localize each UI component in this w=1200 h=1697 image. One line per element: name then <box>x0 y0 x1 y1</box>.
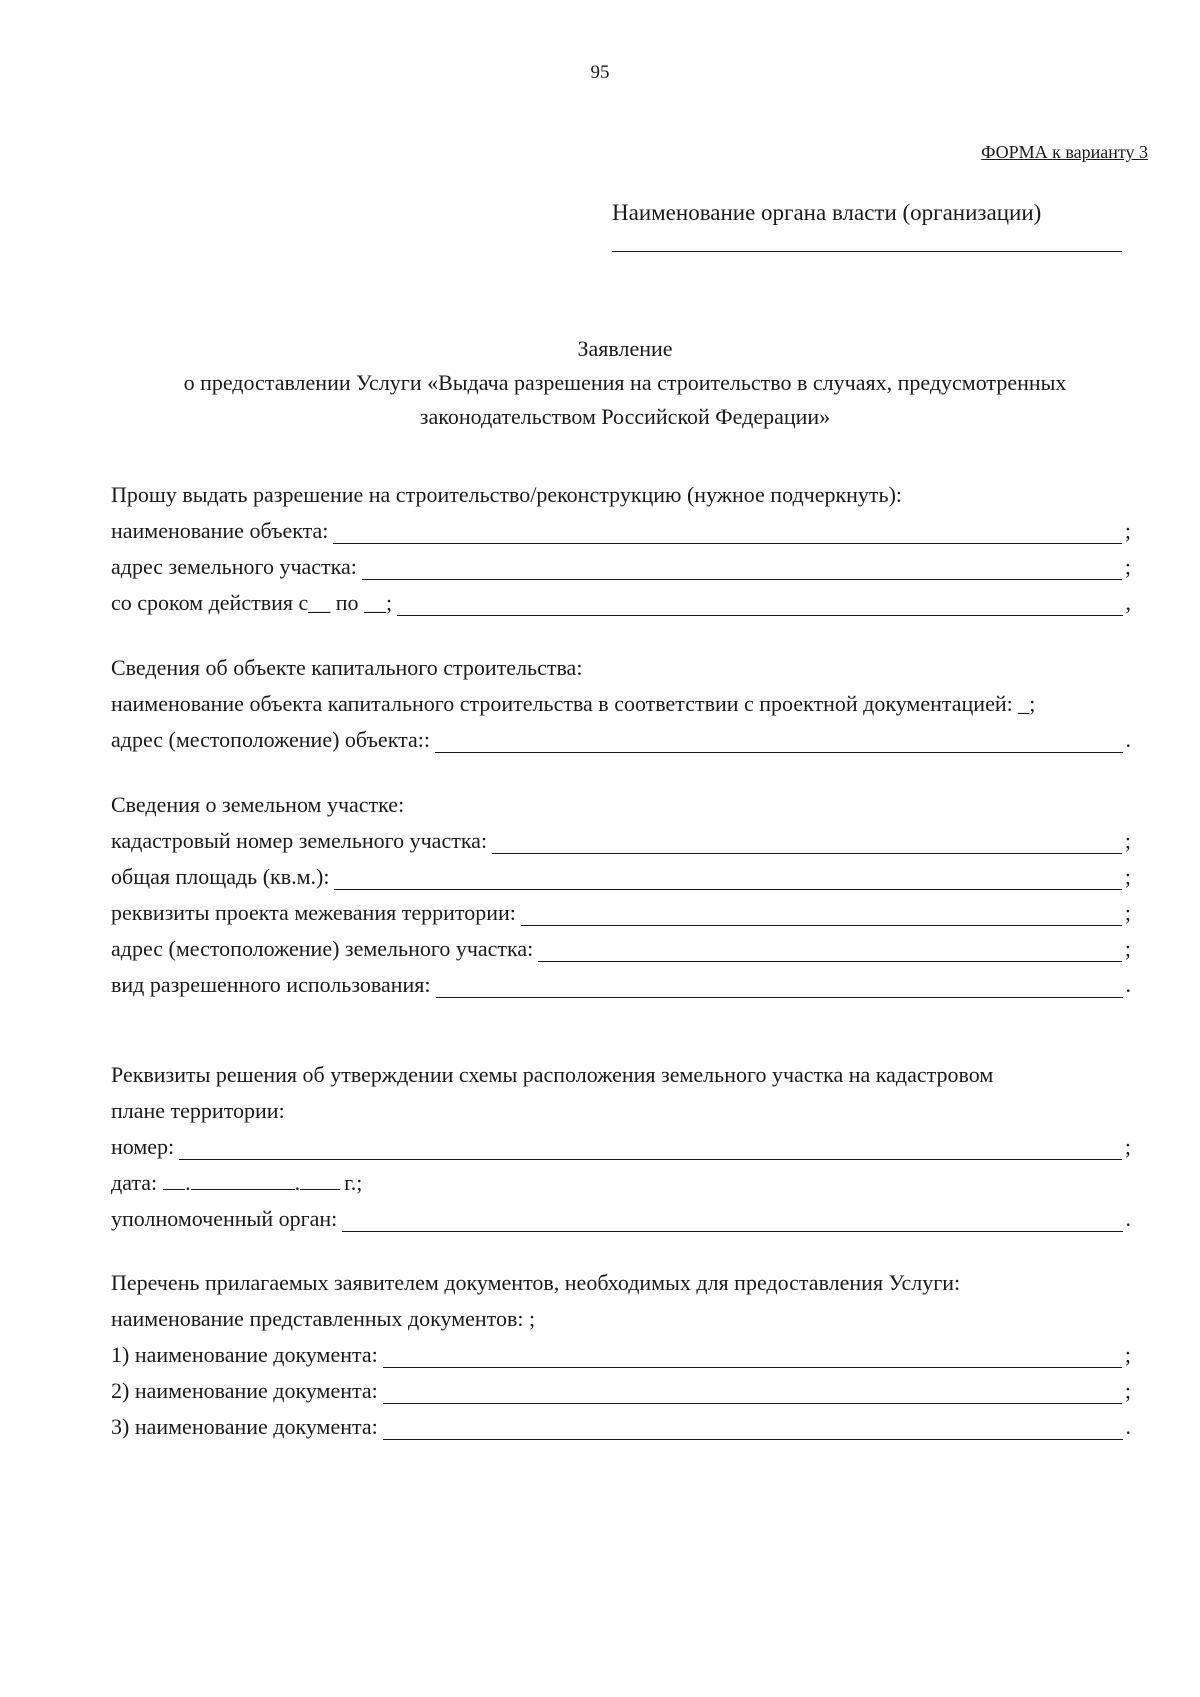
survey-project-label: реквизиты проекта межевания территории: <box>111 900 516 925</box>
title-line-2: о предоставлении Услуги «Выдача разрешения на строительство в случаях, предусмотренных <box>183 370 1067 395</box>
scheme-decision-section: Реквизиты решения об утверждении схемы расположения земельного участка на кадастровом плане территории: номер: ; дата: . . г.; уполномоченный орган: . <box>111 1062 1131 1231</box>
application-title <box>60 332 1190 434</box>
land-plot-address-label: адрес (местоположение) земельного участка: <box>111 936 534 961</box>
document-1-field[interactable] <box>383 1366 1122 1368</box>
validity-label: со сроком действия с__ по __; <box>111 590 393 615</box>
scheme-heading-line-2: плане территории: <box>111 1098 285 1123</box>
document-3-field[interactable] <box>383 1438 1123 1440</box>
capital-object-heading: Сведения об объекте капитального строительства: <box>111 655 583 680</box>
capital-object-name-line: наименование объекта капитального строительства в соответствии с проектной документацией: _; <box>111 691 1036 716</box>
authority-name-label: Наименование органа власти (организации) <box>612 200 1042 225</box>
land-plot-section: Сведения о земельном участке: кадастровый номер земельного участка: ; общая площадь (кв.м.): ; реквизиты проекта межевания территории: ; адрес (местоположение) земельного участка: ; вид разрешенного использования: . <box>111 792 1131 997</box>
cadastral-number-label: кадастровый номер земельного участка: <box>111 828 488 853</box>
decision-number-label: номер: <box>111 1134 175 1159</box>
documents-section: Перечень прилагаемых заявителем документов, необходимых для предоставления Услуги: наименование представленных документов: ; 1) наименование документа: ; 2) наименование документа: ; 3) наименование документа: . <box>111 1270 1131 1439</box>
decision-number-field[interactable] <box>179 1158 1122 1160</box>
total-area-field[interactable] <box>334 888 1121 890</box>
decision-date-month-field[interactable] <box>191 1188 295 1190</box>
land-plot-address-field[interactable] <box>538 960 1122 962</box>
object-name-label: наименование объекта: <box>111 518 329 543</box>
decision-date-year-field[interactable] <box>300 1188 340 1190</box>
documents-heading: Перечень прилагаемых заявителем документов, необходимых для предоставления Услуги: <box>111 1270 961 1295</box>
authorized-body-label: уполномоченный орган: <box>111 1206 338 1231</box>
total-area-label: общая площадь (кв.м.): <box>111 864 330 889</box>
authorized-body-field[interactable] <box>342 1230 1122 1232</box>
document-2-field[interactable] <box>383 1402 1122 1404</box>
title-line-3: законодательством Российской Федерации» <box>419 404 831 429</box>
form-variant-label: ФОРМА к варианту 3 <box>981 142 1148 162</box>
authority-name-field[interactable] <box>612 251 1122 252</box>
request-intro: Прошу выдать разрешение на строительство/реконструкцию (нужное подчеркнуть): <box>111 482 903 507</box>
decision-date-row: дата: . . г.; <box>111 1170 363 1195</box>
title-line-1: Заявление <box>577 336 673 361</box>
decision-date-day-field[interactable] <box>163 1188 185 1190</box>
object-name-field[interactable] <box>333 542 1121 544</box>
page-number: 95 <box>590 62 610 83</box>
provided-documents-line: наименование представленных документов: ; <box>111 1306 536 1331</box>
survey-project-field[interactable] <box>521 924 1122 926</box>
document-3-label: 3) наименование документа: <box>111 1414 378 1439</box>
document-2-label: 2) наименование документа: <box>111 1378 378 1403</box>
validity-field[interactable] <box>397 614 1122 616</box>
object-address-field[interactable] <box>435 751 1123 753</box>
decision-date-label: дата: <box>111 1170 158 1195</box>
permitted-use-label: вид разрешенного использования: <box>111 972 431 997</box>
request-section: Прошу выдать разрешение на строительство/реконструкцию (нужное подчеркнуть): наименование объекта: ; адрес земельного участка: ; со сроком действия с__ по __; , <box>111 482 1131 615</box>
land-address-field[interactable] <box>362 578 1122 580</box>
land-plot-heading: Сведения о земельном участке: <box>111 792 405 817</box>
land-address-label: адрес земельного участка: <box>111 554 357 579</box>
permitted-use-field[interactable] <box>436 996 1123 998</box>
cadastral-number-field[interactable] <box>492 852 1122 854</box>
object-address-label: адрес (местоположение) объекта:: <box>111 727 430 752</box>
capital-object-section: Сведения об объекте капитального строительства: наименование объекта капитального строительства в соответствии с проектной документацией: _; адрес (местоположение) объекта:: . <box>111 655 1131 752</box>
document-1-label: 1) наименование документа: <box>111 1342 378 1367</box>
scheme-heading-line-1: Реквизиты решения об утверждении схемы расположения земельного участка на кадастровом <box>111 1062 994 1087</box>
